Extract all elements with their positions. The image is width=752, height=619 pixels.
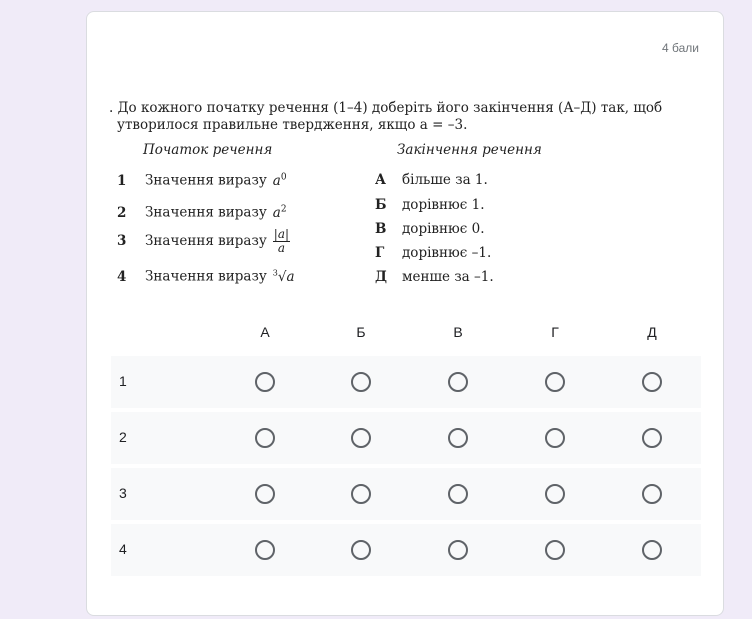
column-label-h: Г <box>551 324 559 340</box>
start-text: Значення виразу <box>145 268 267 285</box>
radio-4-d[interactable] <box>642 540 662 560</box>
math-root: $^3$√a <box>272 268 295 285</box>
question-text <box>109 100 699 134</box>
column-label-v: В <box>453 324 463 340</box>
start-item-2 <box>117 204 287 221</box>
start-num: 4 <box>117 268 127 285</box>
math-expression: $a^2$ <box>272 204 287 221</box>
end-item-a <box>375 172 488 188</box>
end-text: більше за 1. <box>402 172 488 188</box>
grid-header-row <box>111 318 701 356</box>
end-letter: Б <box>375 197 387 213</box>
end-letter: А <box>375 172 386 188</box>
end-item-b <box>375 197 484 213</box>
radio-1-a[interactable] <box>255 372 275 392</box>
start-text: Значення виразу <box>145 172 267 189</box>
column-label-b: Б <box>356 324 366 340</box>
end-text: дорівнює 1. <box>402 197 485 213</box>
answer-grid <box>111 318 701 580</box>
row-label: 3 <box>119 485 127 501</box>
end-text: менше за –1. <box>402 269 494 285</box>
radio-1-b[interactable] <box>351 372 371 392</box>
math-fraction: $\frac{|a|}{a}$ <box>273 227 290 255</box>
radio-2-v[interactable] <box>448 428 468 448</box>
radio-3-h[interactable] <box>545 484 565 504</box>
end-letter: Д <box>375 269 388 285</box>
radio-4-v[interactable] <box>448 540 468 560</box>
column-label-d: Д <box>647 324 657 340</box>
column-label-a: А <box>260 324 270 340</box>
math-expression: $a^0$ <box>272 172 287 189</box>
radio-1-h[interactable] <box>545 372 565 392</box>
row-label: 1 <box>119 373 127 389</box>
radio-4-a[interactable] <box>255 540 275 560</box>
radio-2-b[interactable] <box>351 428 371 448</box>
question-card <box>86 11 724 616</box>
start-num: 2 <box>117 204 127 221</box>
radio-3-a[interactable] <box>255 484 275 504</box>
radio-4-h[interactable] <box>545 540 565 560</box>
radio-3-v[interactable] <box>448 484 468 504</box>
question-line-1: . До кожного початку речення (1–4) доберіть його закінчення (А–Д) так, щоб <box>109 100 663 116</box>
points-label: 4 бали <box>662 41 699 55</box>
radio-2-h[interactable] <box>545 428 565 448</box>
radio-3-b[interactable] <box>351 484 371 504</box>
grid-row-4 <box>111 524 701 576</box>
start-num: 1 <box>117 172 127 189</box>
radio-3-d[interactable] <box>642 484 662 504</box>
start-item-3 <box>117 228 290 255</box>
end-item-v <box>375 221 484 237</box>
radio-1-v[interactable] <box>448 372 468 392</box>
start-column-header: Початок речення <box>143 142 273 158</box>
start-item-4 <box>117 268 295 285</box>
question-image <box>109 100 699 302</box>
row-label: 4 <box>119 541 127 557</box>
end-letter: В <box>375 221 387 237</box>
radio-2-a[interactable] <box>255 428 275 448</box>
question-line-2: утворилося правильне твердження, якщо a = –3. <box>117 117 468 133</box>
radio-1-d[interactable] <box>642 372 662 392</box>
row-label: 2 <box>119 429 127 445</box>
end-item-d <box>375 269 494 285</box>
start-num: 3 <box>117 233 127 249</box>
radio-2-d[interactable] <box>642 428 662 448</box>
end-column-header: Закінчення речення <box>397 142 542 158</box>
end-item-h <box>375 245 491 261</box>
end-text: дорівнює –1. <box>402 245 492 261</box>
start-text: Значення виразу <box>145 233 267 249</box>
radio-4-b[interactable] <box>351 540 371 560</box>
start-text: Значення виразу <box>145 204 267 221</box>
grid-row-1 <box>111 356 701 408</box>
end-letter: Г <box>375 245 385 261</box>
end-text: дорівнює 0. <box>402 221 485 237</box>
grid-row-3 <box>111 468 701 520</box>
start-item-1 <box>117 172 287 189</box>
matching-columns <box>109 142 699 302</box>
grid-row-2 <box>111 412 701 464</box>
